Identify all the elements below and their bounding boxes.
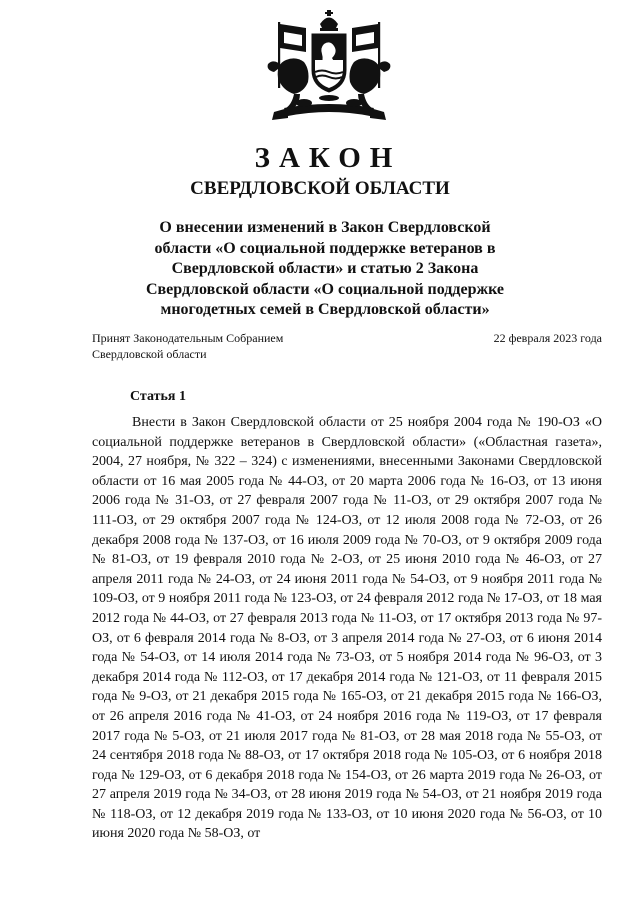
law-subject-line: многодетных семей в Свердловской области» bbox=[160, 301, 490, 318]
adoption-date: 22 февраля 2023 года bbox=[493, 331, 602, 345]
law-subject-line: Свердловской области «О социальной поддержке bbox=[145, 280, 505, 298]
adoption-body: Принят Законодательным Собранием bbox=[92, 331, 284, 345]
law-subject-line: Свердловской области» и статью 2 Закона bbox=[171, 260, 479, 277]
adoption-body-region: Свердловской области bbox=[92, 347, 207, 361]
law-subject-line: О внесении изменений в Закон Свердловской bbox=[159, 219, 491, 236]
document-title: ЗАКОН bbox=[254, 142, 402, 174]
article-text: Внести в Закон Свердловской области от 25 ноября 2004 года № 190-ОЗ «О социальной поддержке ветеранов в Свердловской области» («Областная газета», 2004, 27 ноября, № 322 – 324) с изменениями, внесенными Законами Свердловской области от 16 мая 2005 года № 44-ОЗ, от 20 марта 2006 года № 16-ОЗ, от 13 июня 2006 года № 31-ОЗ, от 27 февраля 2007 года № 11-ОЗ, от 29 октября 2007 года № 111-ОЗ, от 29 октября 2007 года № 124-ОЗ, от 12 июля 2008 года № 72-ОЗ, от 26 декабря 2008 года № 137-ОЗ, от 16 июля 2009 года № 70-ОЗ, от 9 октября 2009 года № 81-ОЗ, от 19 февраля 2010 года № 2-ОЗ, от 25 июня 2010 года № 46-ОЗ, от 27 апреля 2011 года № 24-ОЗ, от 24 июня 2011 года № 54-ОЗ, от 9 ноября 2011 года № 109-ОЗ, от 9 ноября 2011 года № 123-ОЗ, от 24 февраля 2012 года № 17-ОЗ, от 18 мая 2012 года № 44-ОЗ, от 27 февраля 2013 года № 11-ОЗ, от 17 октября 2013 года № 97-ОЗ, от 6 февраля 2014 года № 8-ОЗ, от 3 апреля 2014 года № 27-ОЗ, от 6 июня 2014 года № 54-ОЗ, от 14 июля 2014 года № 73-ОЗ, от 5 ноября 2014 года № 96-ОЗ, от 3 декабря 2014 года № 112-ОЗ, от 17 декабря 2014 года № 121-ОЗ, от 11 февраля 2015 года № 9-ОЗ, от 21 декабря 2015 года № 165-ОЗ, от 21 декабря 2015 года № 166-ОЗ, от 26 апреля 2016 года № 41-ОЗ, от 24 ноября 2016 года № 119-ОЗ, от 17 февраля 2017 года № 5-ОЗ, от 21 июля 2017 года № 81-ОЗ, от 28 мая 2018 года № 55-ОЗ, от 24 сентября 2018 года № 88-ОЗ, от 17 октября 2018 года № 105-ОЗ, от 6 ноября 2018 года № 129-ОЗ, от 6 декабря 2018 года № 154-ОЗ, от 26 марта 2019 года № 26-ОЗ, от 27 апреля 2019 года № 34-ОЗ, от 28 июня 2019 года № 54-ОЗ, от 21 ноября 2019 года № 118-ОЗ, от 12 декабря 2019 года № 133-ОЗ, от 10 июня 2020 года № 56-ОЗ, от 10 июня 2020 года № 58-ОЗ, от bbox=[92, 415, 602, 842]
sverdlovsk-coat-of-arms-icon bbox=[254, 8, 404, 126]
article-heading: Статья 1 bbox=[130, 389, 186, 404]
law-subject-line: области «О социальной поддержке ветеранов в bbox=[154, 239, 496, 257]
adoption-note bbox=[92, 330, 352, 362]
law-subject bbox=[110, 218, 540, 321]
document-region: СВЕРДЛОВСКОЙ ОБЛАСТИ bbox=[190, 178, 450, 199]
